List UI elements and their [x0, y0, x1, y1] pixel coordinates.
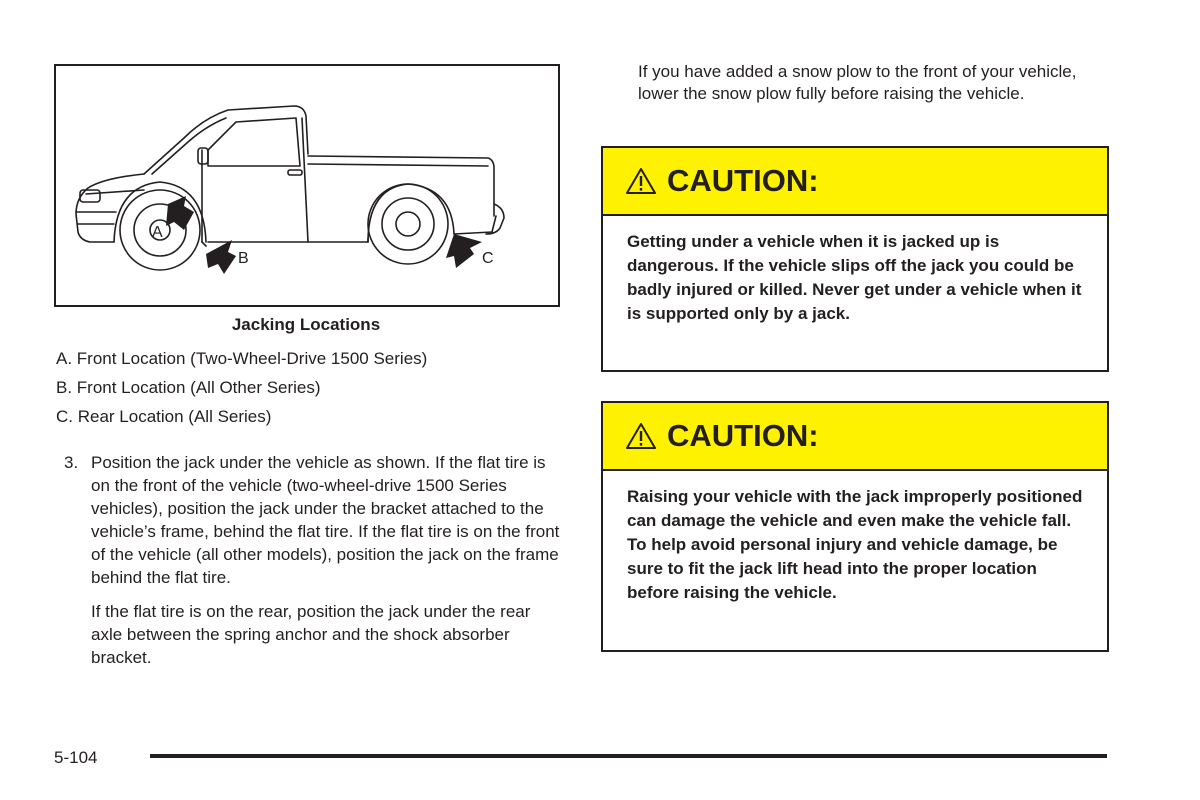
arrow-b-icon [206, 240, 236, 274]
snow-plow-note: If you have added a snow plow to the front of your vehicle, lower the snow plow fully before raising the vehicle. [638, 62, 1077, 103]
arrow-c-icon [446, 234, 482, 268]
warning-triangle-icon [625, 422, 657, 450]
figure-legend [56, 348, 566, 435]
caution-text: Raising your vehicle with the jack improperly positioned can damage the vehicle and even make the vehicle fall. To help avoid personal injury and vehicle damage, be sure to fit the jack lift head into the proper location before raising the vehicle. [627, 487, 1083, 602]
caution-text: Getting under a vehicle when it is jacked up is dangerous. If the vehicle slips off the jack you could be badly injured or killed. Never get under a vehicle when it is supported only by a jack. [627, 232, 1082, 323]
step-number: 3. [64, 453, 79, 472]
footer-rule [150, 754, 1107, 758]
arrow-a-icon [166, 196, 194, 230]
pickup-truck-illustration [56, 66, 558, 305]
step-text-rear: If the flat tire is on the rear, position the jack under the rear axle between the spring anchor and the shock absorber bracket. [91, 602, 531, 667]
caution-box-jack-position [601, 401, 1109, 652]
legend-item: C. Rear Location (All Series) [56, 407, 272, 426]
caution-title: CAUTION: [667, 163, 819, 198]
figure-caption-title: Jacking Locations [231, 315, 381, 334]
step-text: Position the jack under the vehicle as shown. If the flat tire is on the front of the vehicle (two-wheel-drive 1500 Series vehicles), position the jack under the bracket attached to the vehicle’s frame, behind the flat tire. If the flat tire is on the front of the vehicle (all other models), position the jack on the frame behind the flat tire. [91, 453, 560, 587]
caution-header [603, 148, 1107, 216]
label-a: A [152, 224, 163, 241]
page-number: 5-104 [54, 748, 98, 767]
caution-header [603, 403, 1107, 471]
step-3 [64, 451, 564, 669]
warning-triangle-icon [625, 167, 657, 195]
legend-item: A. Front Location (Two-Wheel-Drive 1500 Series) [56, 349, 428, 368]
legend-item: B. Front Location (All Other Series) [56, 378, 321, 397]
caution-title: CAUTION: [667, 418, 819, 453]
caution-box-jacked-up [601, 146, 1109, 372]
label-b: B [238, 250, 249, 267]
jacking-locations-figure [54, 64, 560, 307]
label-c: C [482, 250, 494, 267]
